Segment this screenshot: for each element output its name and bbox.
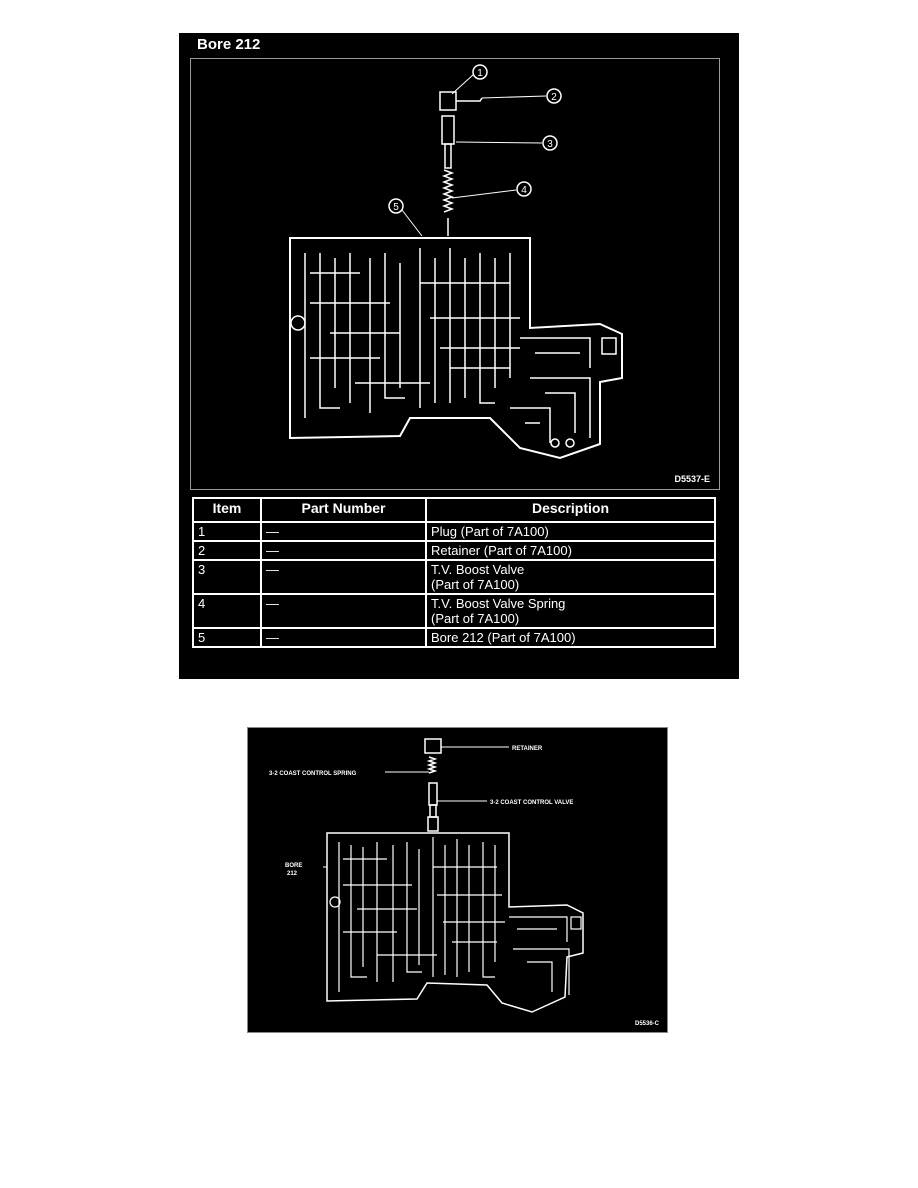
callout-1 <box>473 65 487 79</box>
cell-description: Retainer (Part of 7A100) <box>426 541 715 560</box>
cell-item: 1 <box>193 522 261 541</box>
table-row <box>193 522 715 541</box>
retainer-part <box>425 739 441 753</box>
label-valve: 3-2 COAST CONTROL VALVE <box>490 800 574 806</box>
retainer-part <box>456 98 482 101</box>
figure-2-id: D5536-C <box>634 1021 659 1027</box>
cell-part-number: — <box>261 560 426 594</box>
callout-4 <box>517 182 531 196</box>
figure-1-title: Bore 212 <box>197 36 261 53</box>
header-part-number: Part Number <box>261 498 426 522</box>
svg-text:5: 5 <box>393 202 399 213</box>
table-row <box>193 628 715 647</box>
plug-part <box>440 92 456 110</box>
cell-item: 2 <box>193 541 261 560</box>
valve-stem <box>430 805 436 817</box>
table-row <box>193 560 715 594</box>
leader-lines <box>402 74 546 236</box>
cell-part-number: — <box>261 628 426 647</box>
valve-body-diagram-2 <box>247 727 668 1033</box>
cell-description: T.V. Boost Valve (Part of 7A100) <box>426 560 715 594</box>
cell-item: 3 <box>193 560 261 594</box>
cell-item: 4 <box>193 594 261 628</box>
figure-1-id: D5537-E <box>674 474 710 484</box>
cell-description: Plug (Part of 7A100) <box>426 522 715 541</box>
header-item: Item <box>193 498 261 522</box>
valve-body-diagram-1 <box>190 58 720 490</box>
callout-3 <box>543 136 557 150</box>
svg-text:3: 3 <box>547 139 553 150</box>
cell-description: T.V. Boost Valve Spring (Part of 7A100) <box>426 594 715 628</box>
cell-part-number: — <box>261 522 426 541</box>
svg-text:1: 1 <box>477 68 483 79</box>
cell-description: Bore 212 (Part of 7A100) <box>426 628 715 647</box>
header-description: Description <box>426 498 715 522</box>
callout-2 <box>547 89 561 103</box>
label-retainer: RETAINER <box>512 746 543 752</box>
label-bore-line2: 212 <box>287 871 298 877</box>
label-spring: 3-2 COAST CONTROL SPRING <box>269 771 357 777</box>
cell-part-number: — <box>261 594 426 628</box>
table-row <box>193 541 715 560</box>
svg-text:4: 4 <box>521 185 527 196</box>
valve-part <box>429 783 437 805</box>
svg-text:2: 2 <box>551 92 557 103</box>
label-bore-line1: BORE <box>285 863 303 869</box>
spring-part <box>444 170 452 212</box>
exploded-parts <box>440 92 482 236</box>
callout-5 <box>389 199 403 213</box>
parts-table-header <box>193 498 715 522</box>
exploded-parts-2 <box>425 739 441 831</box>
cell-item: 5 <box>193 628 261 647</box>
cell-part-number: — <box>261 541 426 560</box>
parts-table <box>192 497 716 648</box>
valve-stem <box>445 144 451 168</box>
valve-part <box>442 116 454 144</box>
spring-part <box>429 757 435 773</box>
valve-land <box>428 817 438 831</box>
table-row <box>193 594 715 628</box>
